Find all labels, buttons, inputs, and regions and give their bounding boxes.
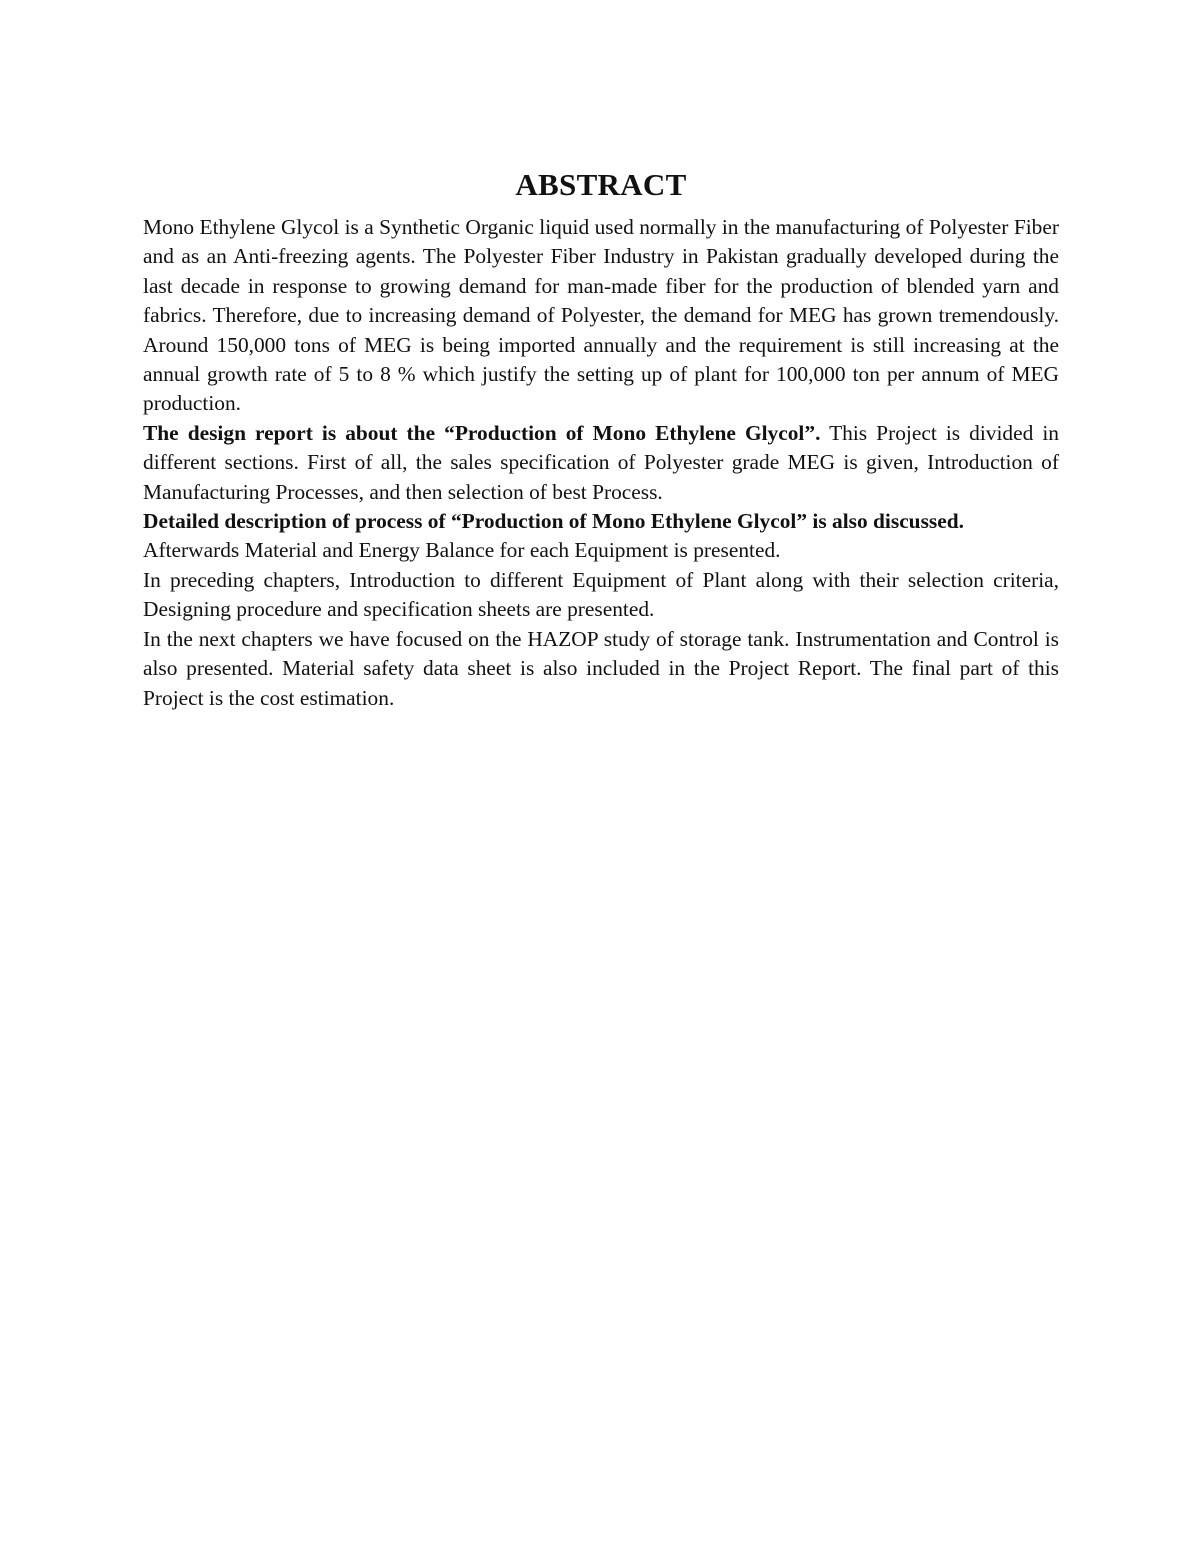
abstract-title: ABSTRACT bbox=[515, 167, 687, 202]
paragraph-design-report-bold: The design report is about the “Production of Mono Ethylene Glycol”. bbox=[143, 420, 821, 445]
paragraph-intro: Mono Ethylene Glycol is a Synthetic Organic liquid used normally in the manufacturing of Polyester Fiber and as an Anti-freezing agents. The Polyester Fiber Industry in Pakistan gradually developed during the last decade in response to growing demand for man-made fiber for the production of blended yarn and fabrics. Therefore, due to increasing demand of Polyester, the demand for MEG has grown tremendously. Around 150,000 tons of MEG is being imported annually and the requirement is still increasing at the annual growth rate of 5 to 8 % which justify the setting up of plant for 100,000 ton per annum of MEG production. bbox=[143, 215, 1059, 416]
abstract-section bbox=[143, 166, 1059, 713]
paragraph-design-report-rest: This Project is divided in different sections. First of all, the sales specification of Polyester grade MEG is given, Introduction of Manufacturing Processes, and then selection of best Process. bbox=[143, 420, 1059, 504]
paragraph-hazop: In the next chapters we have focused on the HAZOP study of storage tank. Instrumentation and Control is also presented. Material safety data sheet is also included in the Project Report. The final part of this Project is the cost estimation. bbox=[143, 626, 1059, 710]
paragraph-process-description: Detailed description of process of “Production of Mono Ethylene Glycol” is also discussed. bbox=[143, 509, 964, 534]
paragraph-equipment: In preceding chapters, Introduction to different Equipment of Plant along with their selection criteria, Designing procedure and specification sheets are presented. bbox=[143, 567, 1059, 622]
paragraph-design-report bbox=[143, 419, 1059, 507]
paragraph-balance: Afterwards Material and Energy Balance for each Equipment is presented. bbox=[143, 538, 781, 563]
